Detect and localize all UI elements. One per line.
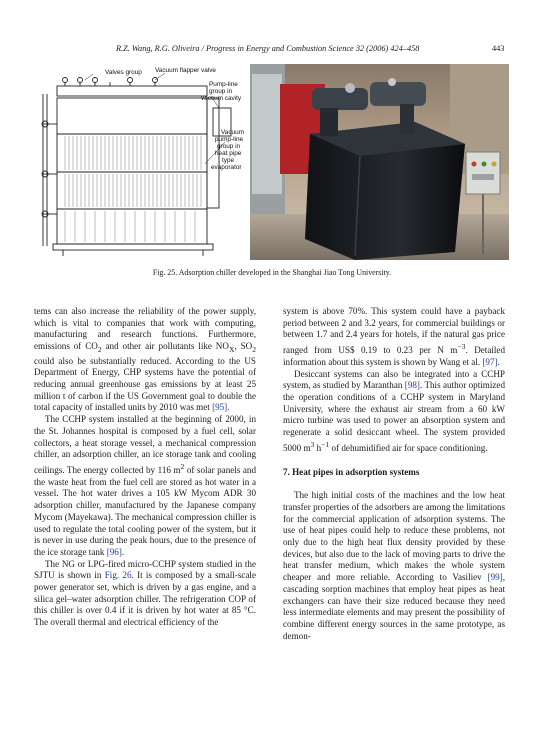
text-run: Desiccant systems can also be integrated into a CCHP system, as studied by Maranthan	[283, 368, 505, 391]
text-run: The high initial costs of the machines and the low heat transfer properties of the adsorbers are among the limitations for the commercial application of adsorption systems. The use of heat pipes could help to reduce these problems, not only due to the high heat flux density provided by these devices, but also due to the lack of moving parts to drive the heat transfer medium, which makes the whole system cheaper and more reliable. According to Vasiliev	[283, 490, 505, 583]
journal-citation: R.Z. Wang, R.G. Oliveira / Progress in Energy and Combustion Science 32 (2006) 424–458	[116, 44, 420, 53]
section-heading: 7. Heat pipes in adsorption systems	[283, 466, 420, 477]
left-paragraph-3	[34, 559, 256, 629]
right-paragraph-3	[283, 490, 505, 642]
reference-link[interactable]: [96]	[106, 546, 122, 557]
reference-link[interactable]: [95]	[212, 402, 228, 413]
text-run: , cascading sorption machines that employ heat pipes as heat exchangers can have their size reduced because they need less intermediate elements and may present the possibility of combine different energy sources in the same prototype, as demon-	[283, 572, 505, 641]
subscript: 2	[252, 344, 257, 354]
right-paragraph-2	[283, 369, 505, 455]
text-run: and other air pollutants like NO	[101, 341, 229, 352]
text-run: system is above 70%. This system could have a payback period between 2 and 3.2 years, for commercial buildings or between 1.7 and 2.4 years for hotels, if the natural gas price ranged from US$ 0.19 to 0.23 per N m	[283, 306, 505, 356]
right-column	[283, 306, 505, 642]
figure-25	[35, 64, 509, 260]
superscript: −1	[321, 439, 330, 449]
label-vacuum-1: Vacuum	[221, 129, 244, 136]
subscript: 2	[97, 344, 102, 354]
label-vacuum-4: heat pipe	[215, 150, 242, 157]
text-run: The NG or LPG-fired micro-CCHP system studied in the SJTU is shown in	[34, 558, 256, 581]
figure-reference-link[interactable]: Fig. 26	[104, 570, 132, 581]
label-vacuum-5: type	[222, 157, 235, 164]
subscript: X	[228, 344, 235, 354]
text-run: The CCHP system installed at the beginning of 2000, in the St. Johannes hospital is composed by a fuel cell, solar collectors, a heat storage vessel, a mechanical compression chiller, an adsorption chiller, an ice storage tank and cooling ceilings. The energy collected by 116 m	[34, 414, 256, 475]
reference-link[interactable]: [99]	[487, 572, 503, 583]
text-run: h	[314, 442, 322, 453]
label-vacuum-2: pump-line	[215, 136, 244, 143]
reference-link[interactable]: [97]	[482, 356, 498, 367]
label-pump-line-2: group in	[209, 88, 233, 95]
text-run: .	[121, 546, 125, 557]
text-run: could also be substantially reduced. According to the US Department of Energy, CHP systems have the potential of reducing annual greenhouse gas emissions by at least 25 million t of carbon if the US Government goal to double the total capacity of installed units by 2010 was met	[34, 355, 256, 413]
text-run: .	[227, 402, 230, 413]
left-column	[34, 306, 256, 629]
right-paragraph-1	[283, 306, 505, 369]
superscript: 2	[180, 461, 185, 471]
chiller-schematic-drawing	[35, 64, 247, 260]
text-run: . This author optimized the operation conditions of a CCHP system in Maryland University, where the exhaust air stream from a 60 kW micro turbine was used to power an absorption system and regenerate a solid desiccant wheel. The system provided 5000 m	[283, 380, 505, 453]
text-run: . Detailed information about this system is shown by Wang et al.	[283, 345, 505, 367]
text-run: tems can also increase the reliability of the power supply, which is vital to companies that work with computing, manufacturing and research functions. Furthermore, emissions of CO	[34, 306, 256, 352]
superscript: −3	[457, 342, 466, 352]
text-run: .	[497, 356, 500, 367]
page-number: 443	[492, 44, 505, 53]
label-vacuum-flapper-valve: Vacuum flapper valve	[155, 67, 216, 74]
label-vacuum-3: group in	[217, 143, 241, 150]
left-paragraph-1	[34, 306, 256, 414]
label-vacuum-6: evaporator	[211, 164, 242, 171]
text-run: , SO	[234, 341, 253, 352]
label-valves-group: Valves group	[105, 69, 142, 76]
left-paragraph-2	[34, 414, 256, 558]
label-pump-line-1: Pump-line	[209, 81, 238, 88]
reference-link[interactable]: [98]	[404, 380, 420, 391]
label-pump-line-3: vaccum cavity	[201, 95, 242, 102]
text-run: of solar panels and the waste heat from the fuel cell are stored as hot water in a vessel. The hot water drives a 105 kW Mycom ADR 30 adsorption chiller, manufactured by the Japanese company Mycom (Mayekawa). The mechanical compression chiller is used to regulate the total cooling power of the system, but it is never in use during the peak hours, due to the presence of the ice storage tank	[34, 464, 256, 557]
chiller-photograph	[250, 64, 509, 260]
text-run: . It is composed by a small-scale power generator set, which is driven by a gas engine, and a silica gel–water adsorption chiller. The refrigeration COP of this chiller is over 0.4 if it is driven by hot water at 85 °C. The overall thermal and electrical efficiency of the	[34, 570, 256, 628]
figure-caption: Fig. 25. Adsorption chiller developed in the Shanghai Jiao Tong University.	[152, 268, 392, 277]
text-run: of dehumidified air for space conditioning.	[329, 442, 488, 453]
superscript: 3	[310, 439, 315, 449]
